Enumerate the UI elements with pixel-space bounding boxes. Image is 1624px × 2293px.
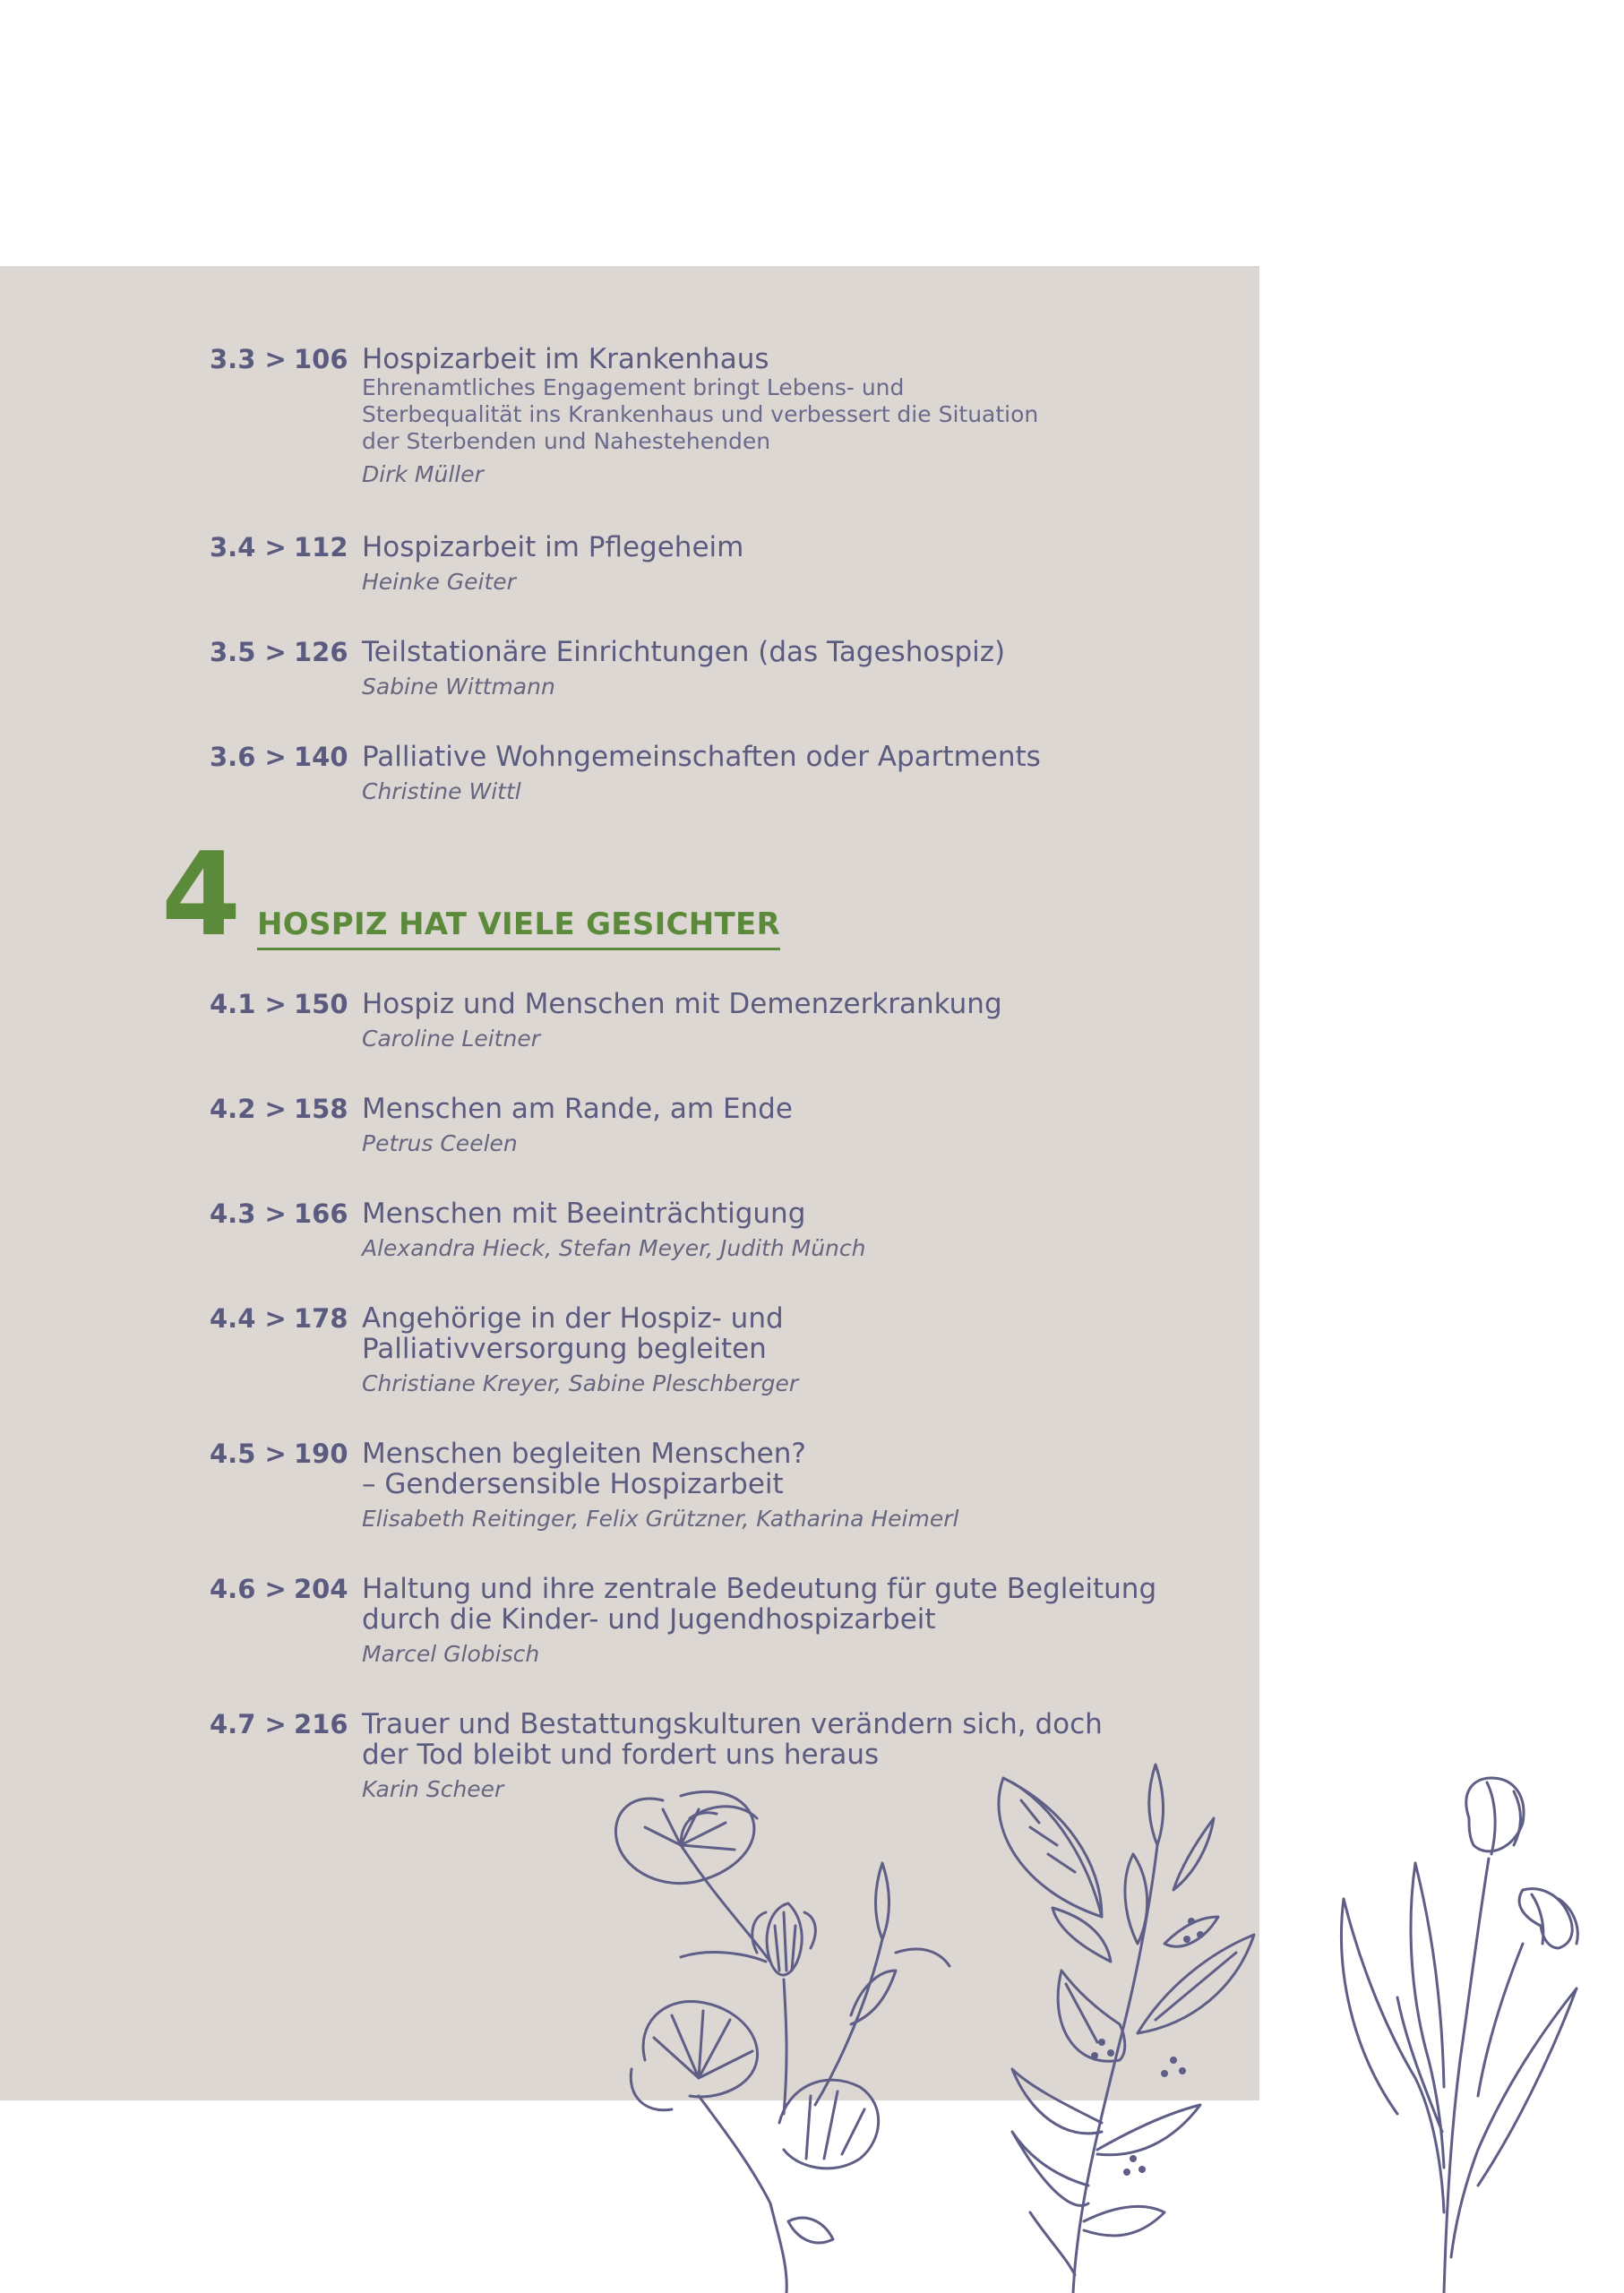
entry-page: 158 xyxy=(294,1094,348,1124)
entry-author: Sabine Wittmann xyxy=(362,674,555,700)
entry-page: 106 xyxy=(294,344,348,374)
entry-number: 4.3 > xyxy=(210,1198,287,1229)
entry-number: 4.2 > xyxy=(210,1094,287,1124)
entry-page: 140 xyxy=(294,742,348,772)
chapter-title[interactable]: HOSPIZ HAT VIELE GESICHTER xyxy=(257,906,780,950)
entry-title: Angehörige in der Hospiz- und Palliativversorgung begleiten xyxy=(362,1302,784,1365)
entry-number: 3.4 > xyxy=(210,532,287,563)
entry-number: 4.1 > xyxy=(210,989,287,1019)
entry-number: 4.6 > xyxy=(210,1574,287,1604)
entry-title: Haltung und ihre zentrale Bedeutung für gute Begleitung durch die Kinder- und Jugendhospizarbeit xyxy=(362,1573,1157,1636)
entry-title: Menschen am Rande, am Ende xyxy=(362,1093,793,1125)
entry-author: Caroline Leitner xyxy=(362,1026,540,1052)
entry-page: 216 xyxy=(294,1709,348,1739)
entry-author: Karin Scheer xyxy=(362,1776,504,1802)
entry-author: Christiane Kreyer, Sabine Pleschberger xyxy=(362,1370,799,1396)
entry-author: Petrus Ceelen xyxy=(362,1130,518,1156)
entry-title: Hospizarbeit im Krankenhaus xyxy=(362,343,769,375)
entry-page: 126 xyxy=(294,637,348,667)
entry-title: Menschen begleiten Menschen? – Gendersensible Hospizarbeit xyxy=(362,1438,806,1500)
entry-title: Trauer und Bestattungskulturen verändern sich, doch der Tod bleibt und fordert uns heraus xyxy=(362,1708,1103,1771)
entry-number: 4.7 > xyxy=(210,1709,287,1739)
entry-title: Hospiz und Menschen mit Demenzerkrankung xyxy=(362,988,1002,1020)
entry-page: 204 xyxy=(294,1574,348,1604)
entry-author: Christine Wittl xyxy=(362,778,521,804)
entry-author: Heinke Geiter xyxy=(362,569,516,595)
entry-number: 3.5 > xyxy=(210,637,287,667)
entry-page: 178 xyxy=(294,1303,348,1334)
entry-number: 3.3 > xyxy=(210,344,287,374)
entry-page: 190 xyxy=(294,1438,348,1469)
entry-title: Menschen mit Beeinträchtigung xyxy=(362,1198,806,1230)
entry-author: Marcel Globisch xyxy=(362,1641,540,1667)
entry-number: 3.6 > xyxy=(210,742,287,772)
entry-title: Palliative Wohngemeinschaften oder Apartments xyxy=(362,741,1041,773)
entry-author: Elisabeth Reitinger, Felix Grützner, Katharina Heimerl xyxy=(362,1506,959,1532)
entry-number: 4.4 > xyxy=(210,1303,287,1334)
entry-author: Dirk Müller xyxy=(362,461,484,487)
entry-title: Teilstationäre Einrichtungen (das Tageshospiz) xyxy=(362,636,1006,668)
entry-page: 166 xyxy=(294,1198,348,1229)
entry-subtitle: Ehrenamtliches Engagement bringt Lebens- und Sterbequalität ins Krankenhaus und verbessert die Situation der Sterbenden und Nahestehenden xyxy=(362,374,1039,454)
entry-number: 4.5 > xyxy=(210,1438,287,1469)
entry-author: Alexandra Hieck, Stefan Meyer, Judith Münch xyxy=(362,1235,866,1261)
entry-page: 112 xyxy=(294,532,348,563)
tulips-icon xyxy=(1342,1778,1578,2293)
entry-title: Hospizarbeit im Pflegeheim xyxy=(362,531,744,563)
chapter-number: 4 xyxy=(161,829,242,962)
entry-page: 150 xyxy=(294,989,348,1019)
